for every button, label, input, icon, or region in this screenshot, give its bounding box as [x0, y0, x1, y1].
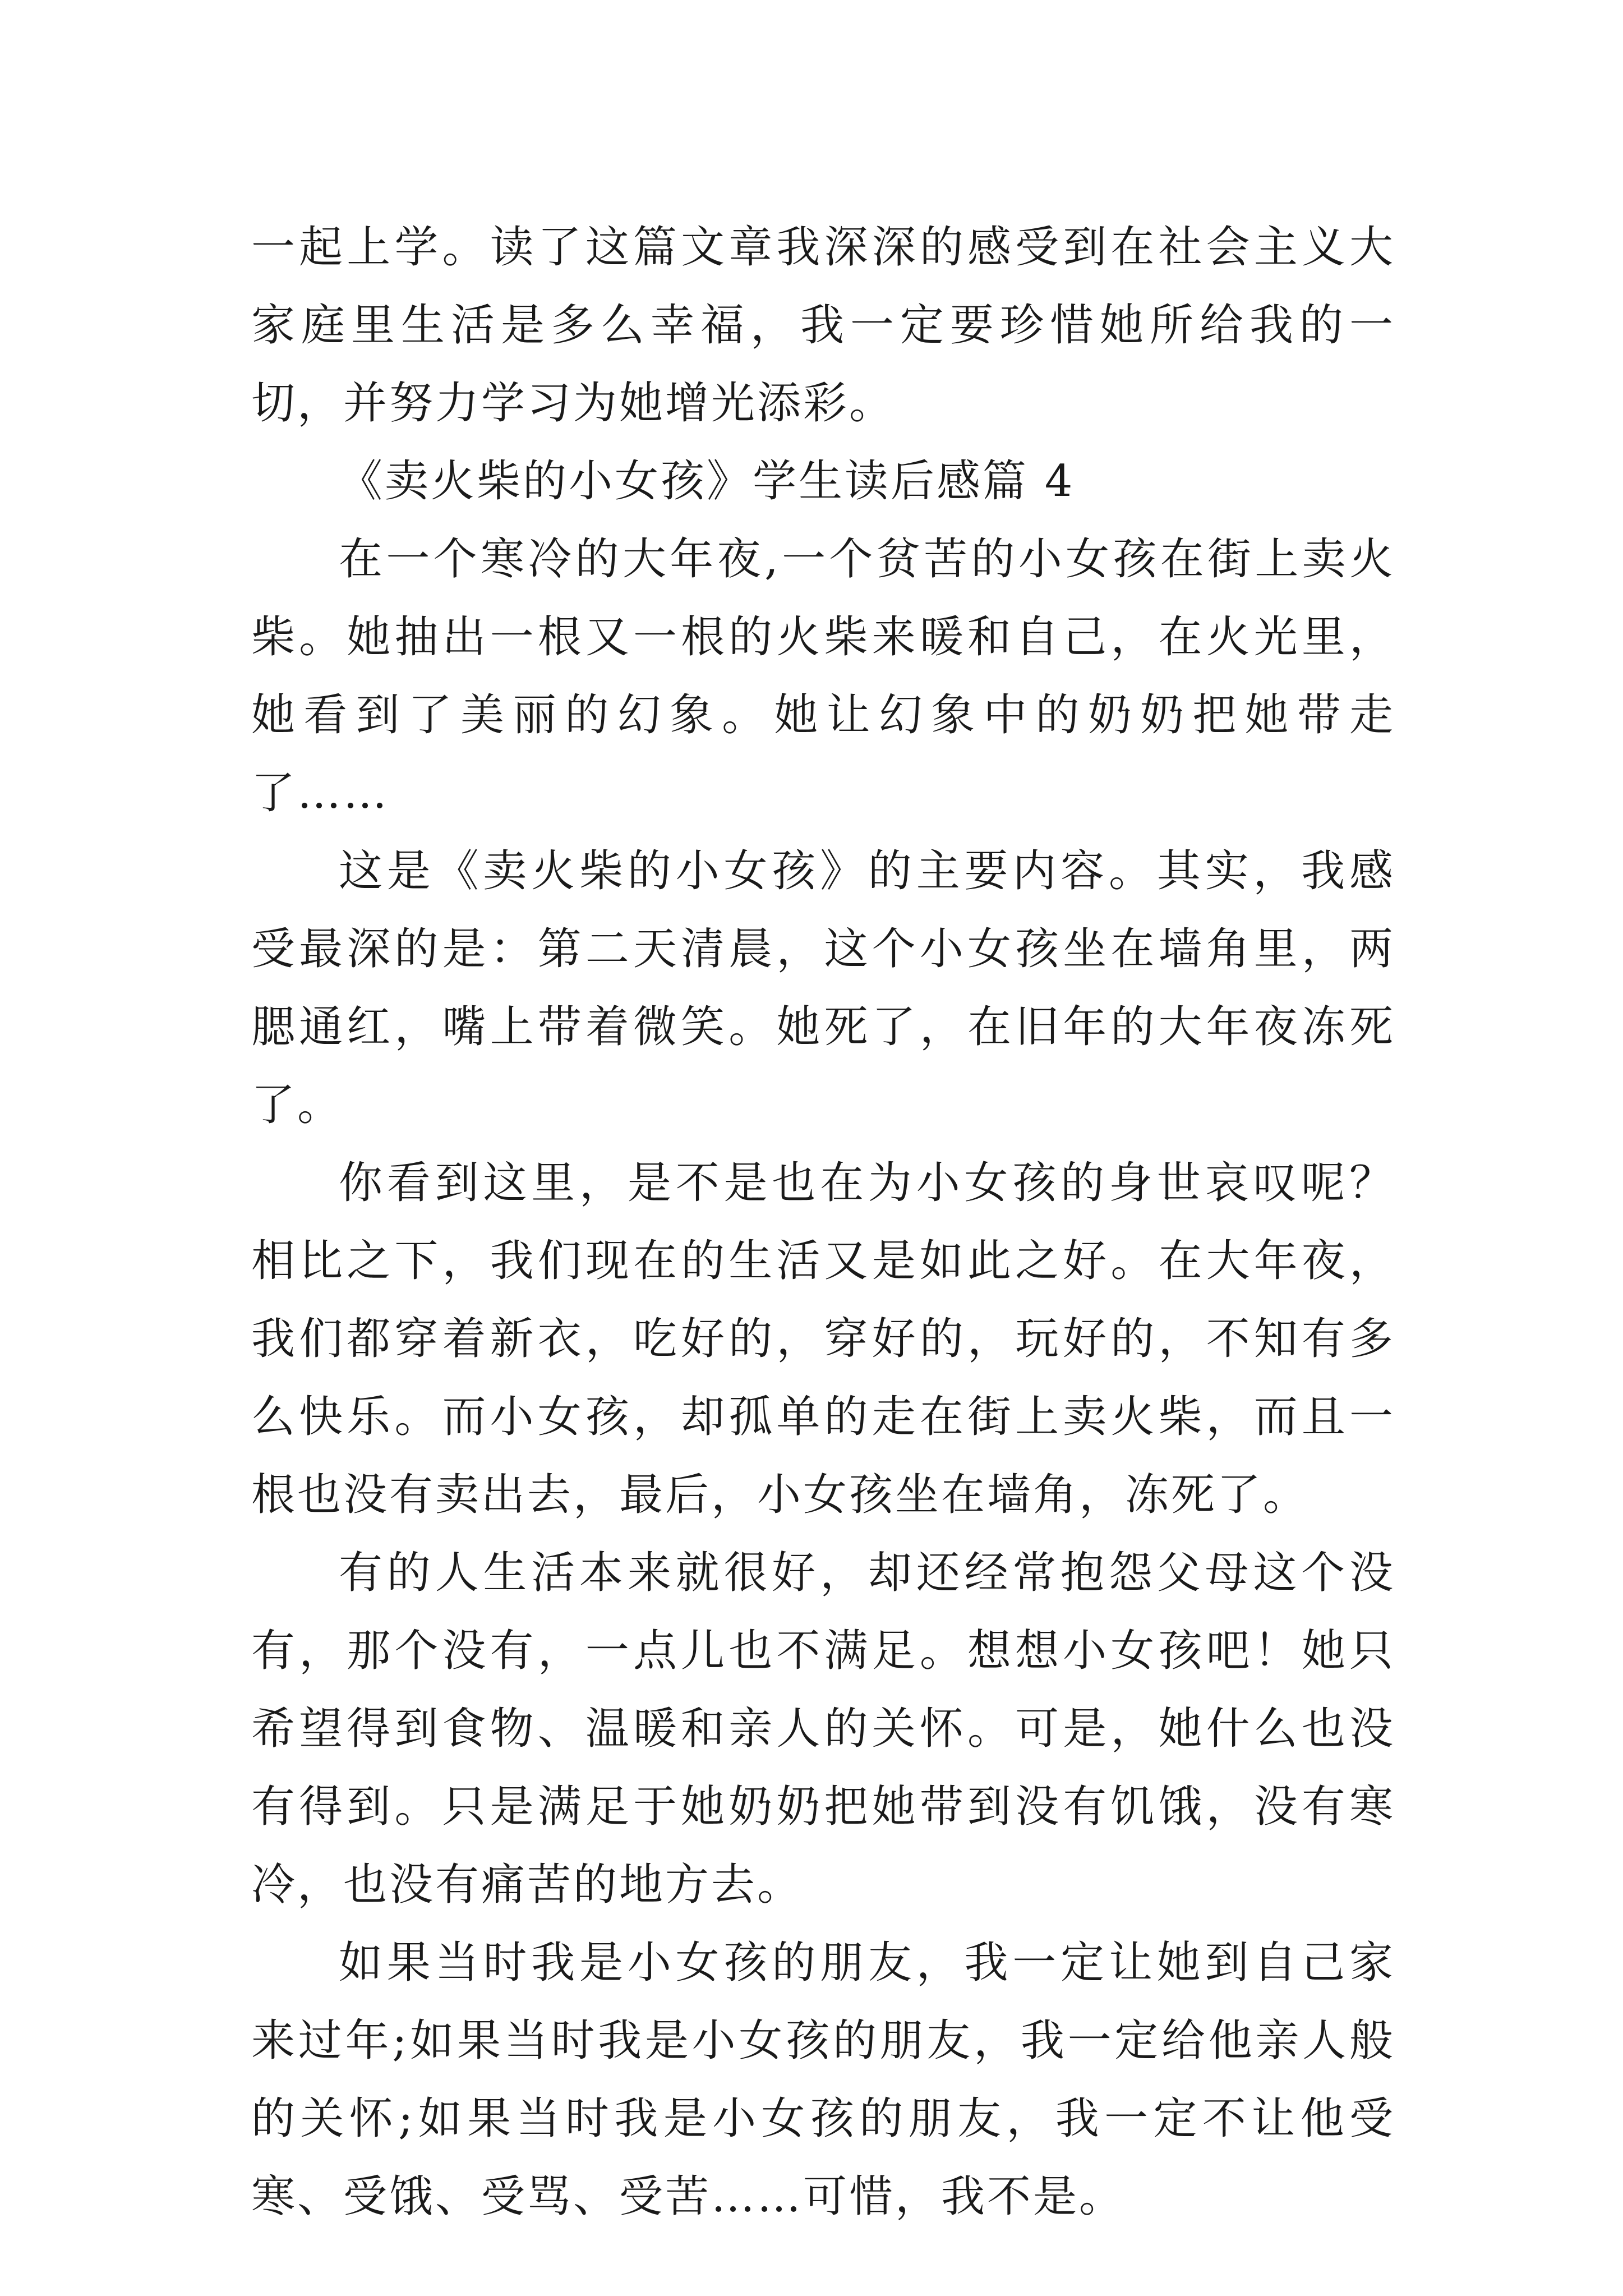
- paragraph-continuation: 一起上学。读了这篇文章我深深的感受到在社会主义大家庭里生活是多么幸福，我一定要珍惜她所给我的一切，并努力学习为她增光添彩。: [251, 222, 1395, 429]
- paragraph: 在一个寒冷的大年夜,一个贫苦的小女孩在街上卖火柴。她抽出一根又一根的火柴来暖和自己，在火光里，她看到了美丽的幻象。她让幻象中的奶奶把她带走了……: [251, 534, 1395, 818]
- paragraph: 有的人生活本来就很好，却还经常抱怨父母这个没有，那个没有，一点儿也不满足。想想小女孩吧！她只希望得到食物、温暖和亲人的关怀。可是，她什么也没有得到。只是满足于她奶奶把她带到没有饥饿，没有寒冷，也没有痛苦的地方去。: [251, 1548, 1395, 1910]
- section-heading: 《卖火柴的小女孩》学生读后感篇 4: [339, 456, 1075, 507]
- paragraph: 这是《卖火柴的小女孩》的主要内容。其实，我感受最深的是：第二天清晨，这个小女孩坐在墙角里，两腮通红，嘴上带着微笑。她死了，在旧年的大年夜冻死了。: [251, 846, 1395, 1130]
- paragraph: 你看到这里，是不是也在为小女孩的身世哀叹呢？相比之下，我们现在的生活又是如此之好。在大年夜，我们都穿着新衣，吃好的，穿好的，玩好的，不知有多么快乐。而小女孩，却孤单的走在街上卖火柴，而且一根也没有卖出去，最后，小女孩坐在墙角，冻死了。: [251, 1158, 1395, 1520]
- paragraph: 如果当时我是小女孩的朋友，我一定让她到自己家来过年;如果当时我是小女孩的朋友，我一定给他亲人般的关怀;如果当时我是小女孩的朋友，我一定不让他受寒、受饿、受骂、受苦……可惜，我不是。: [251, 1938, 1395, 2222]
- document-body: [251, 209, 1395, 2236]
